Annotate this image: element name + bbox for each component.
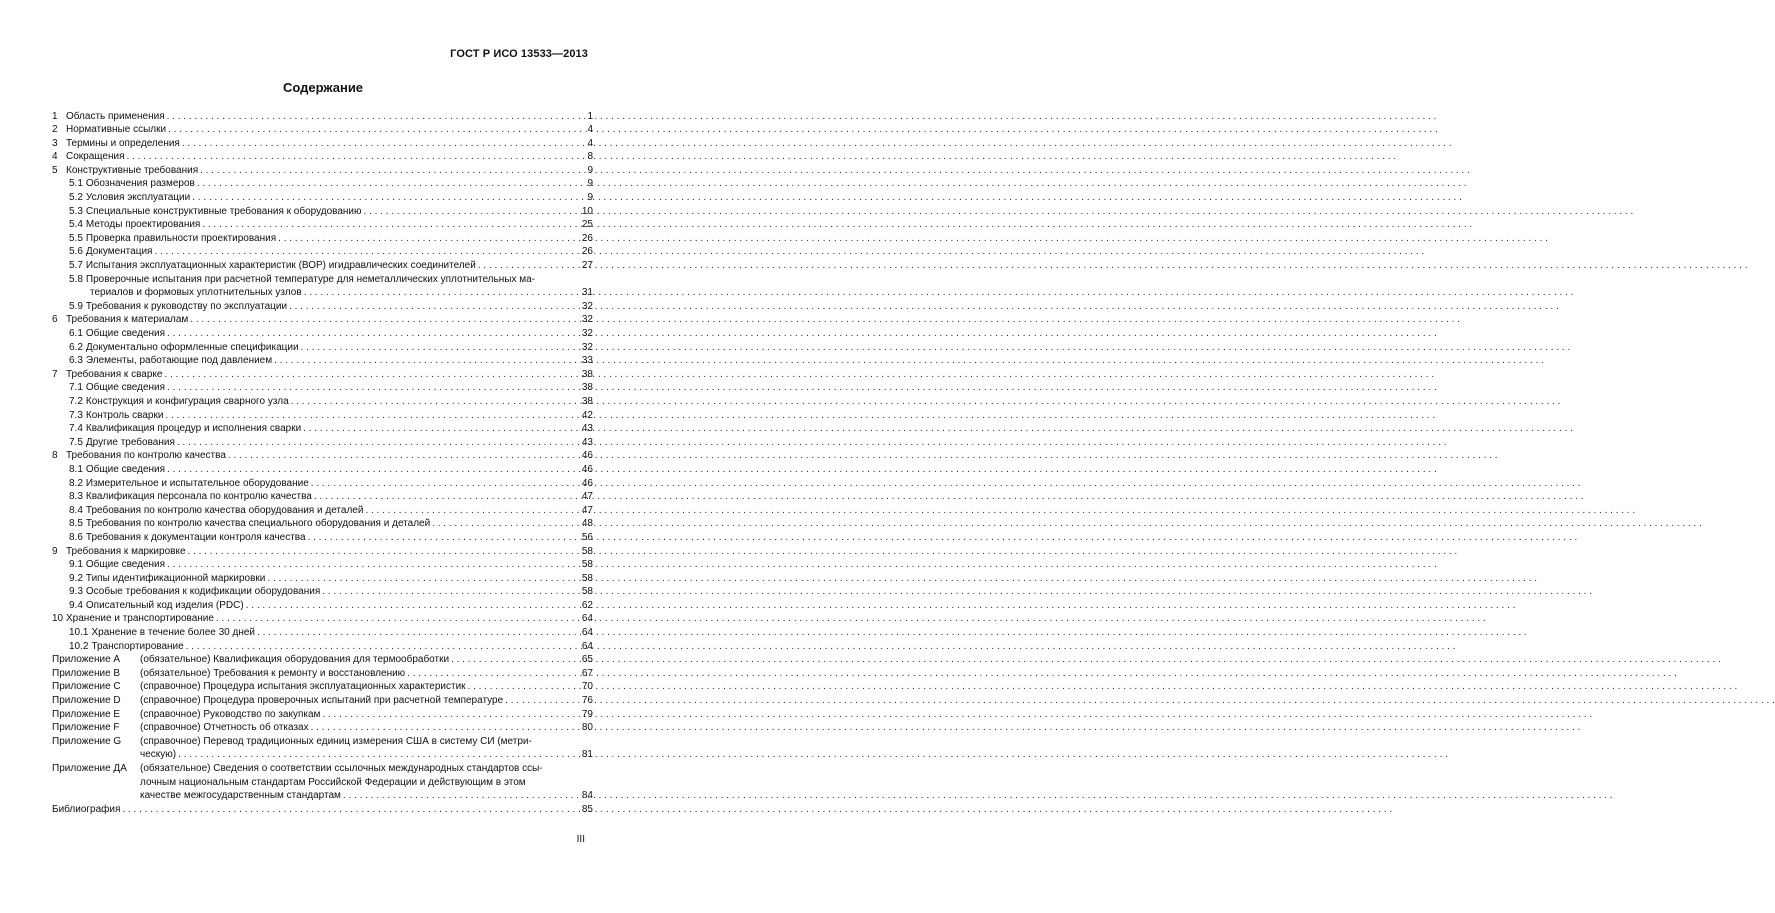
toc-entry-page: 67 <box>581 667 593 679</box>
toc-entry-number: Приложение F <box>52 722 120 734</box>
toc-entry-number: 3 <box>52 137 58 149</box>
toc-entry-page: 32 <box>581 314 593 326</box>
toc-entry-number: 5.1 <box>69 178 83 190</box>
toc-entry[interactable] <box>52 313 593 327</box>
toc-entry[interactable] <box>52 572 593 586</box>
toc-entry-title: Другие требования <box>85 436 175 448</box>
toc-entry-page: 38 <box>581 382 593 394</box>
toc-entry-page: 48 <box>581 518 593 530</box>
dot-leader <box>126 150 565 164</box>
toc-entry[interactable] <box>52 327 593 341</box>
toc-entry-title: Элементы, работающие под давлением <box>85 355 273 367</box>
dot-leader <box>202 218 565 232</box>
toc-entry[interactable] <box>52 436 593 450</box>
toc-entry-title: Требования к документации контроля качества <box>85 531 306 543</box>
toc-entry-page: 47 <box>581 504 593 516</box>
toc-entry-number: Приложение А <box>52 654 121 666</box>
toc-entry[interactable] <box>52 708 593 722</box>
toc-entry-title: Требования к материалам <box>66 314 189 326</box>
toc-entry-number: 5.9 <box>69 300 83 312</box>
toc-entry[interactable] <box>52 354 593 368</box>
toc-entry-title: Измерительное и испытательное оборудование <box>85 477 309 489</box>
dot-leader <box>274 354 565 368</box>
toc-entry-title: ческую) <box>140 749 177 761</box>
toc-entry-page: 58 <box>581 559 593 571</box>
dot-leader <box>301 341 565 355</box>
toc-entry-page: 62 <box>581 599 593 611</box>
toc-entry-page: 42 <box>581 409 593 421</box>
dot-leader <box>267 572 565 586</box>
dot-leader <box>154 245 565 259</box>
toc-entry-page: 80 <box>581 722 593 734</box>
toc-entry-page: 26 <box>581 246 593 258</box>
toc-entry-page: 9 <box>587 192 593 204</box>
toc-entry-number: 2 <box>52 124 58 136</box>
toc-entry-title: Требования к сварке <box>66 368 163 380</box>
toc-entry-title: Документально оформленные спецификации <box>85 341 299 353</box>
dot-leader <box>278 232 565 246</box>
toc-entry-number: Приложение G <box>52 735 122 747</box>
toc-entry[interactable] <box>52 191 593 205</box>
toc-entry-title: (справочное) Перевод традиционных единиц измерения США в систему СИ (метри- <box>140 735 532 747</box>
toc-entry-page: 43 <box>581 423 593 435</box>
toc-entry-page: 9 <box>587 164 593 176</box>
toc-entry[interactable] <box>52 218 593 232</box>
toc-entry-title: Описательный код изделия (PDC) <box>85 599 244 611</box>
toc-entry-title: Общие сведения <box>85 382 166 394</box>
toc-entry-title: Нормативные ссылки <box>66 124 167 136</box>
toc-entry-title: териалов и формовых уплотнительных узлов <box>90 287 302 299</box>
toc-entry-number: 10.2 <box>69 640 89 652</box>
dot-leader <box>200 164 565 178</box>
toc-entry-number: 5.5 <box>69 232 83 244</box>
toc-entry-title: Проверка правильности проектирования <box>85 232 277 244</box>
dot-leader <box>257 626 565 640</box>
toc-entry-title: Требования по контролю качества специального оборудования и деталей <box>85 518 431 530</box>
toc-entry-page: 38 <box>581 368 593 380</box>
dot-leader <box>182 137 565 151</box>
toc-entry-number: 9 <box>52 545 58 557</box>
toc-entry-number: Приложение D <box>52 695 121 707</box>
toc-entry-number: 8.2 <box>69 477 83 489</box>
toc-entry[interactable] <box>52 422 593 436</box>
toc-entry[interactable] <box>52 381 593 395</box>
toc-entry-title: Хранение и транспортирование <box>66 613 214 625</box>
dot-leader <box>311 477 565 491</box>
toc-entry[interactable] <box>52 409 593 423</box>
toc-entry[interactable] <box>52 803 593 817</box>
toc-entry-number: 6.2 <box>69 341 83 353</box>
toc-entry-title: (справочное) Процедура проверочных испытаний при расчетной температуре <box>140 695 504 707</box>
toc-entry[interactable] <box>52 680 593 694</box>
dot-leader <box>122 803 565 817</box>
toc-entry-page: 76 <box>581 695 593 707</box>
toc-entry-title: Испытания эксплуатационных характеристик (ВОР) игидравлических соединителей <box>85 260 476 272</box>
toc-entry-number: 6.3 <box>69 355 83 367</box>
toc-entry[interactable] <box>52 395 593 409</box>
toc-entry[interactable] <box>52 558 593 572</box>
toc-entry[interactable] <box>52 110 593 124</box>
toc-entry-page: 64 <box>581 627 593 639</box>
toc-entry-page: 27 <box>581 260 593 272</box>
toc-entry-number: 7.3 <box>69 409 83 421</box>
toc-entry-title: (обязательное) Требования к ремонту и восстановлению <box>140 667 406 679</box>
toc-entry-page: 85 <box>581 803 593 815</box>
toc-entry[interactable] <box>52 721 593 735</box>
toc-entry-page: 81 <box>581 749 593 761</box>
toc-entry-number: 5.2 <box>69 192 83 204</box>
toc-entry-page: 47 <box>581 491 593 503</box>
toc-entry-title: Сокращения <box>66 151 125 163</box>
dot-leader <box>505 694 565 708</box>
toc-entry[interactable] <box>52 504 593 518</box>
toc-entry-number: 5.8 <box>69 273 83 285</box>
table-of-contents <box>52 110 593 817</box>
toc-entry[interactable] <box>52 477 593 491</box>
toc-entry-title: Типы идентификационной маркировки <box>85 572 266 584</box>
toc-entry-number: Приложение С <box>52 681 121 693</box>
toc-entry-number: 10 <box>52 613 64 625</box>
dot-leader <box>197 177 565 191</box>
toc-entry-number: 8.1 <box>69 463 83 475</box>
toc-entry-page: 4 <box>587 137 593 149</box>
toc-entry-number: Приложение В <box>52 667 121 679</box>
toc-entry-page: 84 <box>581 790 593 802</box>
toc-entry-page: 4 <box>587 124 593 136</box>
toc-entry-page: 32 <box>581 300 593 312</box>
dot-leader <box>168 123 565 137</box>
dot-leader <box>167 327 565 341</box>
toc-entry-page: 8 <box>587 151 593 163</box>
toc-entry-title: Специальные конструктивные требования к оборудованию <box>85 205 362 217</box>
toc-entry-page: 65 <box>581 654 593 666</box>
toc-entry-page: 33 <box>581 355 593 367</box>
dot-leader <box>322 585 565 599</box>
toc-entry[interactable] <box>52 286 593 300</box>
dot-leader <box>188 545 565 559</box>
toc-entry-title: качестве межгосударственным стандартам <box>140 790 341 802</box>
toc-entry[interactable] <box>52 368 593 382</box>
toc-entry[interactable] <box>52 776 593 790</box>
toc-entry[interactable] <box>52 545 593 559</box>
toc-entry-page: 70 <box>581 681 593 693</box>
toc-entry-title: Обозначения размеров <box>85 178 195 190</box>
dot-leader <box>304 286 565 300</box>
toc-entry[interactable] <box>52 232 593 246</box>
toc-entry[interactable] <box>52 449 593 463</box>
toc-entry-page: 32 <box>581 328 593 339</box>
toc-entry-number: 5.7 <box>69 260 83 272</box>
toc-entry-number: 6 <box>52 314 58 326</box>
toc-entry-title: (справочное) Руководство по закупкам <box>140 708 321 720</box>
toc-entry[interactable] <box>52 667 593 681</box>
toc-entry-title: Квалификация процедур и исполнения сварки <box>85 423 302 435</box>
dot-leader <box>291 395 565 409</box>
dot-leader <box>468 680 565 694</box>
toc-entry-number: 7.2 <box>69 395 83 407</box>
dot-leader <box>432 517 565 531</box>
toc-entry-title: Документация <box>85 246 153 258</box>
dot-leader <box>314 490 565 504</box>
toc-entry-page: 79 <box>581 708 593 720</box>
toc-entry-title: Общие сведения <box>85 328 166 339</box>
dot-leader <box>365 504 565 518</box>
toc-entry-number: 5.3 <box>69 205 83 217</box>
toc-entry-number: 4 <box>52 151 58 163</box>
toc-entry-number: 9.1 <box>69 559 83 571</box>
toc-entry[interactable] <box>52 748 593 762</box>
toc-entry-page: 32 <box>581 341 593 353</box>
toc-entry[interactable] <box>52 626 593 640</box>
toc-entry-title: Методы проектирования <box>85 219 201 231</box>
toc-entry[interactable] <box>52 245 593 259</box>
toc-entry-page: 43 <box>581 436 593 448</box>
toc-entry[interactable] <box>52 735 593 749</box>
toc-entry-number: 7.5 <box>69 436 83 448</box>
toc-entry-title: Общие сведения <box>85 559 166 571</box>
toc-entry-number: 9.4 <box>69 599 83 611</box>
toc-entry[interactable] <box>52 585 593 599</box>
toc-entry-title: Конструктивные требования <box>66 164 199 176</box>
dot-leader <box>451 653 565 667</box>
toc-entry-number: 5.6 <box>69 246 83 258</box>
dot-leader <box>308 531 565 545</box>
toc-entry[interactable] <box>52 762 593 776</box>
toc-entry-page: 46 <box>581 450 593 462</box>
toc-entry-title: Особые требования к кодификации оборудования <box>85 586 321 598</box>
toc-entry[interactable] <box>52 300 593 314</box>
toc-entry-page: 64 <box>581 640 593 652</box>
toc-entry[interactable] <box>52 694 593 708</box>
dot-leader <box>190 313 565 327</box>
dot-leader <box>289 300 565 314</box>
toc-entry[interactable] <box>52 273 593 287</box>
toc-entry-title: (обязательное) Квалификация оборудования для термообработки <box>140 654 450 666</box>
toc-entry[interactable] <box>52 653 593 667</box>
toc-entry-number: Приложение ДА <box>52 763 127 774</box>
toc-entry-page: 46 <box>581 477 593 489</box>
toc-entry[interactable] <box>52 463 593 477</box>
toc-entry-page: 64 <box>581 613 593 625</box>
toc-entry-number: Библиография <box>52 803 121 815</box>
toc-entry[interactable] <box>52 123 593 137</box>
toc-entry-number: 7 <box>52 368 58 380</box>
dot-leader <box>177 436 565 450</box>
toc-entry-title: Требования по контролю качества оборудования и деталей <box>85 504 364 516</box>
toc-entry-title: Транспортирование <box>91 640 184 652</box>
toc-entry-page: 10 <box>581 205 593 217</box>
toc-entry-title: (справочное) Процедура испытания эксплуатационных характеристик <box>140 681 466 693</box>
toc-entry-number: 8.4 <box>69 504 83 516</box>
dot-leader <box>311 721 565 735</box>
dot-leader <box>165 409 565 423</box>
toc-entry-number: 10.1 <box>69 627 89 639</box>
toc-entry-title: Требования к маркировке <box>66 545 186 557</box>
toc-entry-title: Область применения <box>66 110 165 122</box>
dot-leader <box>343 789 565 803</box>
toc-entry-page: 25 <box>581 219 593 231</box>
toc-entry-title: Хранение в течение более 30 дней <box>91 627 256 639</box>
toc-entry-title: лочным национальным стандартам Российской Федерации и действующим в этом <box>140 776 526 788</box>
dot-leader <box>167 110 565 124</box>
toc-entry[interactable] <box>52 341 593 355</box>
dot-leader <box>303 422 565 436</box>
toc-entry-title: Контроль сварки <box>85 409 164 421</box>
toc-entry-number: 9.2 <box>69 572 83 584</box>
toc-entry-page: 38 <box>581 395 593 407</box>
toc-entry-title: Требования к руководству по эксплуатации <box>85 300 288 312</box>
toc-entry-number: 8.6 <box>69 531 83 543</box>
toc-entry-number: Приложение Е <box>52 708 121 720</box>
toc-entry-number: 6.1 <box>69 328 83 339</box>
toc-entry-number: 8 <box>52 450 58 462</box>
toc-entry-page: 1 <box>587 110 593 122</box>
dot-leader <box>246 599 565 613</box>
toc-entry-number: 9.3 <box>69 586 83 598</box>
toc-entry[interactable] <box>52 150 593 164</box>
toc-entry-page: 58 <box>581 572 593 584</box>
toc-entry-title: Общие сведения <box>85 463 166 475</box>
toc-entry-page: 31 <box>581 287 593 299</box>
toc-entry-title: Требования по контролю качества <box>66 450 226 462</box>
toc-entry-page: 26 <box>581 232 593 244</box>
toc-entry[interactable] <box>52 599 593 613</box>
toc-entry-page: 58 <box>581 545 593 557</box>
toc-entry-number: 7.1 <box>69 382 83 394</box>
dot-leader <box>167 558 565 572</box>
toc-entry-title: (справочное) Отчетность об отказах <box>140 722 309 734</box>
toc-entry-title: Проверочные испытания при расчетной температуре для неметаллических уплотнительных ма- <box>85 273 535 285</box>
toc-entry-title: Термины и определения <box>66 137 180 149</box>
dot-leader <box>167 381 565 395</box>
toc-entry-page: 46 <box>581 463 593 475</box>
dot-leader <box>178 748 565 762</box>
toc-entry[interactable] <box>52 137 593 151</box>
toc-entry-title: Квалификация персонала по контролю качества <box>85 491 312 503</box>
toc-entry[interactable] <box>52 164 593 178</box>
dot-leader <box>186 640 565 654</box>
toc-entry[interactable] <box>52 177 593 191</box>
toc-entry-page: 56 <box>581 531 593 543</box>
dot-leader <box>216 612 565 626</box>
toc-entry[interactable] <box>52 490 593 504</box>
toc-entry-title: (обязательное) Сведения о соответствии ссылочных международных стандартов ссы- <box>140 763 543 774</box>
toc-entry-number: 8.5 <box>69 518 83 530</box>
toc-entry-number: 8.3 <box>69 491 83 503</box>
toc-entry[interactable] <box>52 517 593 531</box>
dot-leader <box>322 708 565 722</box>
toc-entry[interactable] <box>52 640 593 654</box>
dot-leader <box>364 205 565 219</box>
toc-entry[interactable] <box>52 612 593 626</box>
toc-entry-number: 5.4 <box>69 219 83 231</box>
toc-entry[interactable] <box>52 259 593 273</box>
toc-entry[interactable] <box>52 205 593 219</box>
dot-leader <box>164 368 565 382</box>
dot-leader <box>478 259 565 273</box>
toc-entry-number: 1 <box>52 110 58 122</box>
toc-entry[interactable] <box>52 789 593 803</box>
document-id: ГОСТ Р ИСО 13533—2013 <box>450 48 588 60</box>
toc-entry-number: 5 <box>52 164 58 176</box>
toc-entry-page: 58 <box>581 586 593 598</box>
dot-leader <box>228 449 565 463</box>
page-title: Содержание <box>282 80 364 95</box>
toc-entry-number: 7.4 <box>69 423 83 435</box>
toc-entry[interactable] <box>52 531 593 545</box>
dot-leader <box>167 463 565 477</box>
toc-entry-page: 9 <box>587 178 593 190</box>
dot-leader <box>407 667 565 681</box>
toc-entry-title: Условия эксплуатации <box>85 192 191 204</box>
page-number: III <box>576 834 585 845</box>
dot-leader <box>192 191 565 205</box>
toc-entry-title: Конструкция и конфигурация сварного узла <box>85 395 289 407</box>
